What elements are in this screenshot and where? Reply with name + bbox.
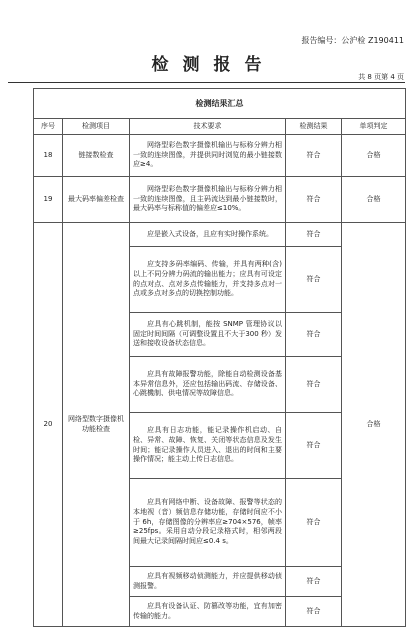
header-verdict: 单项判定 <box>342 119 406 135</box>
table-caption: 检测结果汇总 <box>34 89 406 119</box>
row-no: 19 <box>34 177 63 223</box>
table-row <box>34 135 406 177</box>
results-table <box>33 88 406 627</box>
row-result: 符合 <box>286 177 342 223</box>
row-requirement: 应具有设备认证、防篡改等功能，宜有加密传输的能力。 <box>130 597 286 627</box>
header-divider <box>8 82 405 83</box>
header-requirement: 技术要求 <box>130 119 286 135</box>
row-result: 符合 <box>286 479 342 567</box>
row-item: 最大码率偏差检查 <box>63 177 130 223</box>
row-requirement: 网络型彩色数字摄像机输出与标称分辨力相一致的连续图像，且主码流达到最小链接数时，最大码率与标称值的偏差应≤10%。 <box>130 177 286 223</box>
table-row <box>34 223 406 247</box>
row-requirement: 网络型彩色数字摄像机输出与标称分辨力相一致的连续图像，并提供同时浏览的最小链接数应≥4。 <box>130 135 286 177</box>
row-no: 18 <box>34 135 63 177</box>
row-requirement: 应具有故障报警功能，除能自动检测设备基本异常信息外，还应包括输出码流、存储设备、心跳機制、供电情况等故障信息。 <box>130 357 286 413</box>
header-result: 检测结果 <box>286 119 342 135</box>
row-verdict: 合格 <box>342 177 406 223</box>
page-info: 共 8 页第 4 页 <box>358 73 404 81</box>
row-item: 链接数检查 <box>63 135 130 177</box>
row-requirement: 应具有日志功能，能记录操作机启动、自检、异常、故障、恢复、关闭等状态信息及发生时间；能记录操作人员进入、退出的时间和主要操作情况；能主动上传日志信息。 <box>130 413 286 479</box>
header-item: 检测项目 <box>63 119 130 135</box>
row-result: 符合 <box>286 357 342 413</box>
row-requirement: 应是嵌入式设备，且应有实时操作系统。 <box>130 223 286 247</box>
row-verdict: 合格 <box>342 135 406 177</box>
row-no: 20 <box>34 223 63 627</box>
row-result: 符合 <box>286 567 342 597</box>
row-item: 网络型数字摄像机功能检查 <box>63 223 130 627</box>
report-title: 检测报告 <box>151 55 276 75</box>
row-requirement: 应具有视频移动侦测能力，并应提供移动侦测报警。 <box>130 567 286 597</box>
row-result: 符合 <box>286 313 342 357</box>
row-requirement: 应具有网络中断、设备故障、报警等状态的本地视（音）频信息存储功能，存储时间应不小于 6h，存储图像的分辨率应≥704×576，帧率≥25fps。采用自动分段记录格式时，相邻两段间最大记录间隔时间应≤0.4 s。 <box>130 479 286 567</box>
row-result: 符合 <box>286 413 342 479</box>
row-result: 符合 <box>286 223 342 247</box>
row-requirement: 应具有心跳机制，能按 SNMP 管理协议以固定时间间隔（可调整设置且不大于300 秒）发送和接收设备状态信息。 <box>130 313 286 357</box>
table-header-row <box>34 119 406 135</box>
row-verdict: 合格 <box>342 223 406 627</box>
row-result: 符合 <box>286 597 342 627</box>
report-number: 报告编号：公沪检 Z190411 <box>301 36 404 45</box>
row-result: 符合 <box>286 247 342 313</box>
row-requirement: 应支持多码率编码、传输，并具有两种(含)以上不同分辨力码流的输出能力；应具有可设定的点对点、点对多点传输能力，并支持多点对一点或多点对多点的切换控制功能。 <box>130 247 286 313</box>
row-result: 符合 <box>286 135 342 177</box>
header-no: 序号 <box>34 119 63 135</box>
table-row <box>34 177 406 223</box>
